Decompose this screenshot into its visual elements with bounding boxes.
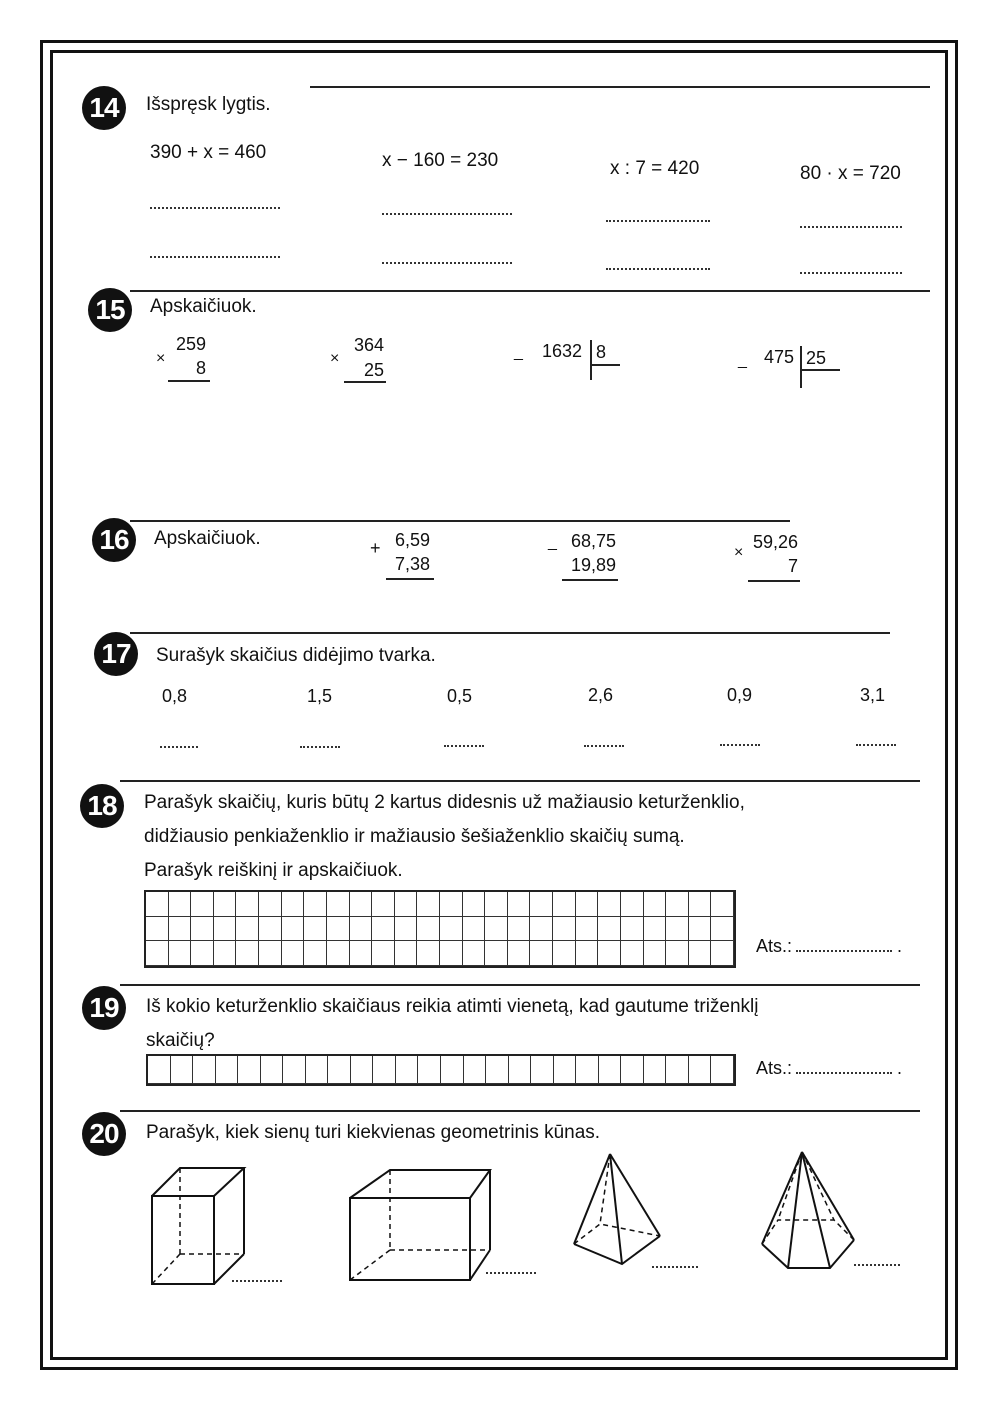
grid-cell[interactable] bbox=[689, 917, 712, 942]
grid-cell[interactable] bbox=[395, 892, 418, 917]
plus-sign: + bbox=[370, 538, 381, 558]
operand: 59,26 bbox=[752, 532, 798, 552]
divisor: 25 bbox=[806, 348, 827, 368]
grid-cell[interactable] bbox=[666, 941, 689, 966]
division-bar bbox=[590, 340, 592, 380]
operand: 259 bbox=[175, 334, 206, 354]
task-number-badge: 16 bbox=[92, 518, 136, 562]
grid-cell[interactable] bbox=[236, 941, 259, 966]
grid-cell[interactable] bbox=[598, 941, 621, 966]
task-text-line: didžiausio penkiaženklio ir mažiausio šešiaženklio skaičių sumą. bbox=[144, 826, 685, 847]
equation: 80 · x = 720 bbox=[800, 163, 901, 184]
grid-cell[interactable] bbox=[261, 1056, 284, 1084]
section-rule bbox=[130, 290, 930, 292]
grid-cell[interactable] bbox=[576, 892, 599, 917]
grid-cell[interactable] bbox=[259, 917, 282, 942]
section-rule bbox=[120, 984, 920, 986]
grid-cell[interactable] bbox=[146, 917, 169, 942]
equation: 390 + x = 460 bbox=[150, 142, 267, 163]
divisor-line bbox=[800, 369, 840, 371]
grid-cell[interactable] bbox=[530, 892, 553, 917]
operand: 364 bbox=[353, 335, 384, 355]
grid-cell[interactable] bbox=[214, 941, 237, 966]
multiply-sign: × bbox=[330, 350, 340, 367]
grid-cell[interactable] bbox=[350, 941, 373, 966]
answer-grid[interactable] bbox=[146, 1054, 736, 1086]
pyramid-drawing bbox=[574, 1154, 660, 1264]
grid-cell[interactable] bbox=[351, 1056, 374, 1084]
grid-cell[interactable] bbox=[191, 892, 214, 917]
grid-cell[interactable] bbox=[191, 917, 214, 942]
answer-line[interactable] bbox=[800, 226, 902, 228]
grid-cell[interactable] bbox=[169, 941, 192, 966]
grid-cell[interactable] bbox=[553, 941, 576, 966]
operand: 8 bbox=[195, 358, 206, 378]
grid-cell[interactable] bbox=[372, 892, 395, 917]
grid-cell[interactable] bbox=[283, 1056, 306, 1084]
grid-cell[interactable] bbox=[148, 1056, 171, 1084]
grid-cell[interactable] bbox=[553, 892, 576, 917]
dividend: 475 bbox=[763, 347, 794, 367]
grid-cell[interactable] bbox=[666, 917, 689, 942]
task-number-badge: 15 bbox=[88, 288, 132, 332]
answer-blank[interactable] bbox=[300, 746, 340, 748]
answer-blank[interactable] bbox=[856, 744, 896, 746]
grid-cell[interactable] bbox=[259, 892, 282, 917]
grid-cell[interactable] bbox=[191, 941, 214, 966]
grid-cell[interactable] bbox=[508, 941, 531, 966]
task-title: Išspręsk lygtis. bbox=[146, 94, 271, 115]
grid-cell[interactable] bbox=[417, 917, 440, 942]
result-line bbox=[748, 580, 800, 582]
task-number-badge: 14 bbox=[82, 86, 126, 130]
sequence-number: 0,9 bbox=[727, 685, 753, 705]
grid-cell[interactable] bbox=[440, 917, 463, 942]
result-line bbox=[562, 579, 618, 581]
task-text-line: Iš kokio keturženklio skaičiaus reikia atimti vienetą, kad gautume triženklį bbox=[146, 996, 759, 1017]
grid-cell[interactable] bbox=[485, 941, 508, 966]
grid-cell[interactable] bbox=[146, 941, 169, 966]
grid-cell[interactable] bbox=[373, 1056, 396, 1084]
grid-cell[interactable] bbox=[193, 1056, 216, 1084]
section-rule bbox=[120, 1110, 920, 1112]
grid-cell[interactable] bbox=[282, 892, 305, 917]
grid-cell[interactable] bbox=[621, 941, 644, 966]
grid-cell[interactable] bbox=[485, 892, 508, 917]
answer-label: Ats.: bbox=[756, 936, 793, 956]
sequence-number: 1,5 bbox=[307, 686, 333, 706]
grid-cell[interactable] bbox=[146, 892, 169, 917]
grid-cell[interactable] bbox=[463, 941, 486, 966]
grid-cell[interactable] bbox=[418, 1056, 441, 1084]
task-number-badge: 17 bbox=[94, 632, 138, 676]
grid-cell[interactable] bbox=[553, 917, 576, 942]
answer-field[interactable]: Ats.: . bbox=[756, 1058, 903, 1078]
divisor-line bbox=[590, 364, 620, 366]
grid-cell[interactable] bbox=[554, 1056, 577, 1084]
grid-cell[interactable] bbox=[169, 917, 192, 942]
grid-cell[interactable] bbox=[304, 892, 327, 917]
grid-cell[interactable] bbox=[395, 941, 418, 966]
grid-cell[interactable] bbox=[689, 892, 712, 917]
grid-cell[interactable] bbox=[508, 892, 531, 917]
result-line bbox=[168, 380, 210, 382]
sequence-number: 0,5 bbox=[447, 686, 473, 706]
grid-cell[interactable] bbox=[711, 917, 734, 942]
grid-cell[interactable] bbox=[372, 941, 395, 966]
grid-cell[interactable] bbox=[599, 1056, 622, 1084]
cube-drawing bbox=[152, 1168, 244, 1284]
operand: 6,59 bbox=[394, 530, 430, 550]
operand: 25 bbox=[363, 360, 384, 380]
grid-cell[interactable] bbox=[372, 917, 395, 942]
grid-cell[interactable] bbox=[169, 892, 192, 917]
grid-cell[interactable] bbox=[485, 917, 508, 942]
answer-line[interactable] bbox=[150, 256, 280, 258]
grid-cell[interactable] bbox=[666, 1056, 689, 1084]
answer-blank[interactable] bbox=[854, 1264, 900, 1266]
grid-cell[interactable] bbox=[576, 941, 599, 966]
grid-cell[interactable] bbox=[530, 941, 553, 966]
task-title: Apskaičiuok. bbox=[154, 528, 261, 549]
dividend: 1632 bbox=[541, 341, 582, 361]
grid-cell[interactable] bbox=[711, 1056, 734, 1084]
grid-cell[interactable] bbox=[509, 1056, 532, 1084]
minus-sign: _ bbox=[738, 352, 747, 369]
grid-cell[interactable] bbox=[327, 941, 350, 966]
grid-cell[interactable] bbox=[259, 941, 282, 966]
grid-cell[interactable] bbox=[396, 1056, 419, 1084]
grid-cell[interactable] bbox=[711, 892, 734, 917]
grid-cell[interactable] bbox=[598, 917, 621, 942]
grid-cell[interactable] bbox=[236, 917, 259, 942]
task-text bbox=[146, 990, 866, 1058]
result-line bbox=[344, 381, 386, 383]
grid-cell[interactable] bbox=[350, 892, 373, 917]
multiply-sign: × bbox=[734, 544, 744, 561]
task-number-badge: 20 bbox=[82, 1112, 126, 1156]
grid-cell[interactable] bbox=[417, 892, 440, 917]
grid-cell[interactable] bbox=[214, 917, 237, 942]
grid-cell[interactable] bbox=[327, 917, 350, 942]
equation: x : 7 = 420 bbox=[610, 158, 700, 179]
task-number-badge: 18 bbox=[80, 784, 124, 828]
sequence-number: 2,6 bbox=[588, 685, 614, 705]
grid-cell[interactable] bbox=[350, 917, 373, 942]
cuboid-drawing bbox=[350, 1170, 490, 1280]
answer-blank[interactable] bbox=[160, 746, 198, 748]
grid-cell[interactable] bbox=[644, 941, 667, 966]
grid-cell[interactable] bbox=[621, 917, 644, 942]
result-line bbox=[386, 578, 434, 580]
task-title: Parašyk, kiek sienų turi kiekvienas geometrinis kūnas. bbox=[146, 1122, 601, 1143]
answer-blank[interactable] bbox=[232, 1280, 282, 1282]
answer-label: Ats.: bbox=[756, 1058, 793, 1078]
grid-cell[interactable] bbox=[644, 917, 667, 942]
grid-cell[interactable] bbox=[530, 917, 553, 942]
grid-cell[interactable] bbox=[304, 941, 327, 966]
grid-cell[interactable] bbox=[238, 1056, 261, 1084]
task-text bbox=[144, 786, 844, 888]
task-number-badge: 19 bbox=[82, 986, 126, 1030]
minus-sign: _ bbox=[548, 534, 557, 551]
grid-cell[interactable] bbox=[328, 1056, 351, 1084]
operand: 7,38 bbox=[394, 554, 430, 574]
answer-field[interactable]: Ats.: . bbox=[756, 936, 903, 956]
grid-cell[interactable] bbox=[441, 1056, 464, 1084]
grid-cell[interactable] bbox=[216, 1056, 239, 1084]
grid-cell[interactable] bbox=[508, 917, 531, 942]
grid-cell[interactable] bbox=[236, 892, 259, 917]
grid-cell[interactable] bbox=[666, 892, 689, 917]
grid-cell[interactable] bbox=[395, 917, 418, 942]
geometric-bodies bbox=[60, 1140, 940, 1300]
answer-line[interactable] bbox=[382, 262, 512, 264]
section-rule bbox=[120, 780, 920, 782]
grid-cell[interactable] bbox=[486, 1056, 509, 1084]
task-text-line: skaičių? bbox=[146, 1030, 215, 1051]
operand: 7 bbox=[787, 556, 798, 576]
task-text-line: Parašyk reiškinį ir apskaičiuok. bbox=[144, 860, 403, 881]
division-bar bbox=[800, 346, 802, 388]
grid-cell[interactable] bbox=[621, 892, 644, 917]
grid-cell[interactable] bbox=[306, 1056, 329, 1084]
grid-cell[interactable] bbox=[464, 1056, 487, 1084]
section-rule bbox=[310, 86, 930, 88]
grid-cell[interactable] bbox=[282, 917, 305, 942]
grid-cell[interactable] bbox=[214, 892, 237, 917]
answer-blank[interactable] bbox=[652, 1266, 698, 1268]
answer-blank[interactable] bbox=[444, 745, 484, 747]
grid-cell[interactable] bbox=[644, 1056, 667, 1084]
operand: 19,89 bbox=[570, 555, 616, 575]
grid-cell[interactable] bbox=[711, 941, 734, 966]
task-title: Surašyk skaičius didėjimo tvarka. bbox=[156, 645, 436, 666]
grid-cell[interactable] bbox=[576, 1056, 599, 1084]
task-title: Apskaičiuok. bbox=[150, 296, 257, 317]
grid-cell[interactable] bbox=[531, 1056, 554, 1084]
grid-cell[interactable] bbox=[463, 892, 486, 917]
task-text-line: Parašyk skaičių, kuris būtų 2 kartus didesnis už mažiausio keturženklio, bbox=[144, 792, 745, 813]
answer-line[interactable] bbox=[606, 220, 710, 222]
equation: x − 160 = 230 bbox=[382, 150, 499, 171]
grid-cell[interactable] bbox=[689, 941, 712, 966]
answer-line[interactable] bbox=[150, 207, 280, 209]
answer-blank[interactable] bbox=[486, 1272, 536, 1274]
grid-cell[interactable] bbox=[440, 941, 463, 966]
grid-cell[interactable] bbox=[463, 917, 486, 942]
minus-sign: _ bbox=[514, 344, 523, 361]
answer-blank[interactable] bbox=[720, 744, 760, 746]
grid-cell[interactable] bbox=[171, 1056, 194, 1084]
grid-cell[interactable] bbox=[440, 892, 463, 917]
answer-grid[interactable] bbox=[144, 890, 736, 968]
answer-line[interactable] bbox=[382, 213, 512, 215]
grid-cell[interactable] bbox=[282, 941, 305, 966]
answer-line[interactable] bbox=[606, 268, 710, 270]
grid-cell[interactable] bbox=[689, 1056, 712, 1084]
multiply-sign: × bbox=[156, 350, 166, 367]
grid-cell[interactable] bbox=[327, 892, 350, 917]
section-rule bbox=[130, 632, 890, 634]
answer-line[interactable] bbox=[800, 272, 902, 274]
grid-cell[interactable] bbox=[598, 892, 621, 917]
section-rule bbox=[130, 520, 790, 522]
sequence-number: 3,1 bbox=[860, 685, 886, 705]
grid-cell[interactable] bbox=[621, 1056, 644, 1084]
divisor: 8 bbox=[596, 342, 607, 362]
grid-cell[interactable] bbox=[417, 941, 440, 966]
answer-blank[interactable] bbox=[584, 745, 624, 747]
operand: 68,75 bbox=[570, 531, 616, 551]
sequence-number: 0,8 bbox=[162, 686, 188, 706]
grid-cell[interactable] bbox=[304, 917, 327, 942]
grid-cell[interactable] bbox=[576, 917, 599, 942]
grid-cell[interactable] bbox=[644, 892, 667, 917]
hexagonal-pyramid-drawing bbox=[762, 1152, 854, 1268]
